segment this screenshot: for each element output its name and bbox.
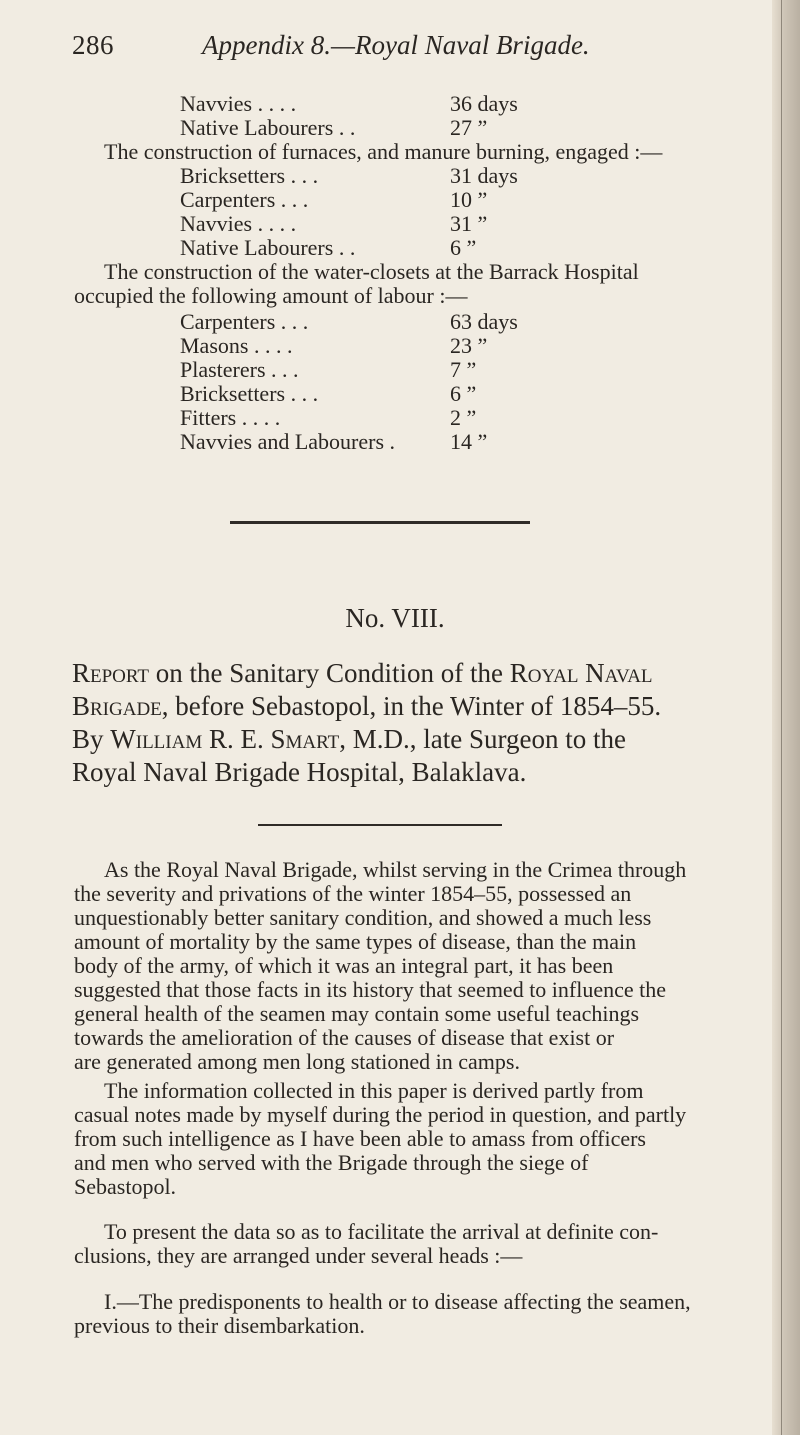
row-label: Bricksetters . . . (180, 163, 319, 188)
body-line: body of the army, of which it was an integral part, it has been (74, 953, 614, 978)
labour-table-2 (180, 164, 630, 260)
section-rule (230, 521, 530, 524)
body-line: amount of mortality by the same types of disease, than the main (74, 929, 637, 954)
body-line: I.—The predisponents to health or to disease affecting the seamen, (104, 1289, 691, 1314)
row-value: 31 days (450, 163, 518, 188)
row-label: Navvies . . . . (180, 91, 297, 116)
table-row (180, 406, 630, 430)
table-row (180, 358, 630, 382)
row-label: Bricksetters . . . (180, 381, 319, 406)
row-label: Plasterers . . . (180, 357, 299, 382)
row-value: 7 ” (450, 357, 477, 382)
running-head: Appendix 8.—Royal Naval Brigade. (202, 30, 590, 60)
table-row (180, 212, 630, 236)
row-label: Fitters . . . . (180, 405, 281, 430)
table-row (180, 430, 630, 454)
body-line: As the Royal Naval Brigade, whilst serving in the Crimea through (104, 857, 687, 882)
body-line: The information collected in this paper is derived partly from (104, 1078, 644, 1103)
row-value: 31 ” (450, 211, 488, 236)
section-number: No. VIII. (345, 603, 445, 633)
row-value: 27 ” (450, 115, 488, 140)
page-header (72, 30, 762, 70)
body-line: towards the amelioration of the causes of disease that exist or (74, 1025, 615, 1050)
title-text: , before Sebastopol, in the Winter of 1854–55. (161, 691, 662, 721)
row-label: Carpenters . . . (180, 187, 309, 212)
title-text: on the Sanitary Condition of the (149, 658, 510, 688)
water-closets-intro-line-2: occupied the following amount of labour :— (74, 283, 468, 308)
body-line: the severity and privations of the winter 1854–55, possessed an (74, 881, 632, 906)
row-label: Carpenters . . . (180, 309, 309, 334)
row-value: 63 days (450, 309, 518, 334)
author-name: William R. E. Smart (110, 724, 340, 754)
report-word: Report (72, 658, 150, 688)
table-row (180, 310, 630, 334)
title-text: , M.D., late Surgeon to the (339, 724, 626, 754)
labour-table-3 (180, 310, 630, 454)
page-edge (772, 0, 800, 1435)
row-value: 14 ” (450, 429, 488, 454)
body-line: from such intelligence as I have been able to amass from officers (74, 1126, 646, 1151)
body-line: casual notes made by myself during the period in question, and partly (74, 1102, 687, 1127)
body-line: previous to their disembarkation. (74, 1313, 365, 1338)
row-label: Native Labourers . . (180, 115, 356, 140)
row-value: 2 ” (450, 405, 477, 430)
row-value: 23 ” (450, 333, 488, 358)
table-row (180, 334, 630, 358)
table-row (180, 382, 630, 406)
report-title-line-3 (72, 723, 626, 755)
page-number: 286 (72, 30, 114, 60)
royal-naval-words: Royal Naval (509, 658, 653, 688)
row-value: 10 ” (450, 187, 488, 212)
body-line: suggested that those facts in its history that seemed to influence the (74, 977, 667, 1002)
body-line: unquestionably better sanitary condition, and showed a much less (74, 905, 652, 930)
body-line: general health of the seamen may contain some useful teachings (74, 1001, 640, 1026)
water-closets-intro-line-1: The construction of the water-closets at the Barrack Hospital (104, 259, 639, 284)
table-row (180, 236, 630, 260)
page-edge-line (781, 0, 782, 1435)
table-row (180, 164, 630, 188)
table-row (180, 188, 630, 212)
body-line: clusions, they are arranged under several heads :— (74, 1243, 523, 1268)
row-label: Masons . . . . (180, 333, 293, 358)
body-line: Sebastopol. (74, 1174, 177, 1199)
report-title-line-4: Royal Naval Brigade Hospital, Balaklava. (72, 757, 527, 787)
furnaces-intro: The construction of furnaces, and manure burning, engaged :— (104, 139, 663, 164)
row-value: 6 ” (450, 235, 477, 260)
body-line: and men who served with the Brigade through the siege of (74, 1150, 589, 1175)
row-label: Native Labourers . . (180, 235, 356, 260)
body-line: are generated among men long stationed in camps. (74, 1049, 520, 1074)
table-row (180, 92, 630, 116)
labour-table-1 (180, 92, 630, 140)
row-label: Navvies and Labourers . (180, 429, 396, 454)
row-value: 36 days (450, 91, 518, 116)
report-title-line-1 (72, 657, 653, 689)
body-line: To present the data so as to facilitate the arrival at definite con- (104, 1219, 659, 1244)
title-rule (258, 824, 502, 826)
brigade-word: Brigade (72, 691, 162, 721)
row-value: 6 ” (450, 381, 477, 406)
table-row (180, 116, 630, 140)
by-word: By (72, 724, 111, 754)
report-title-line-2 (72, 690, 661, 722)
row-label: Navvies . . . . (180, 211, 297, 236)
